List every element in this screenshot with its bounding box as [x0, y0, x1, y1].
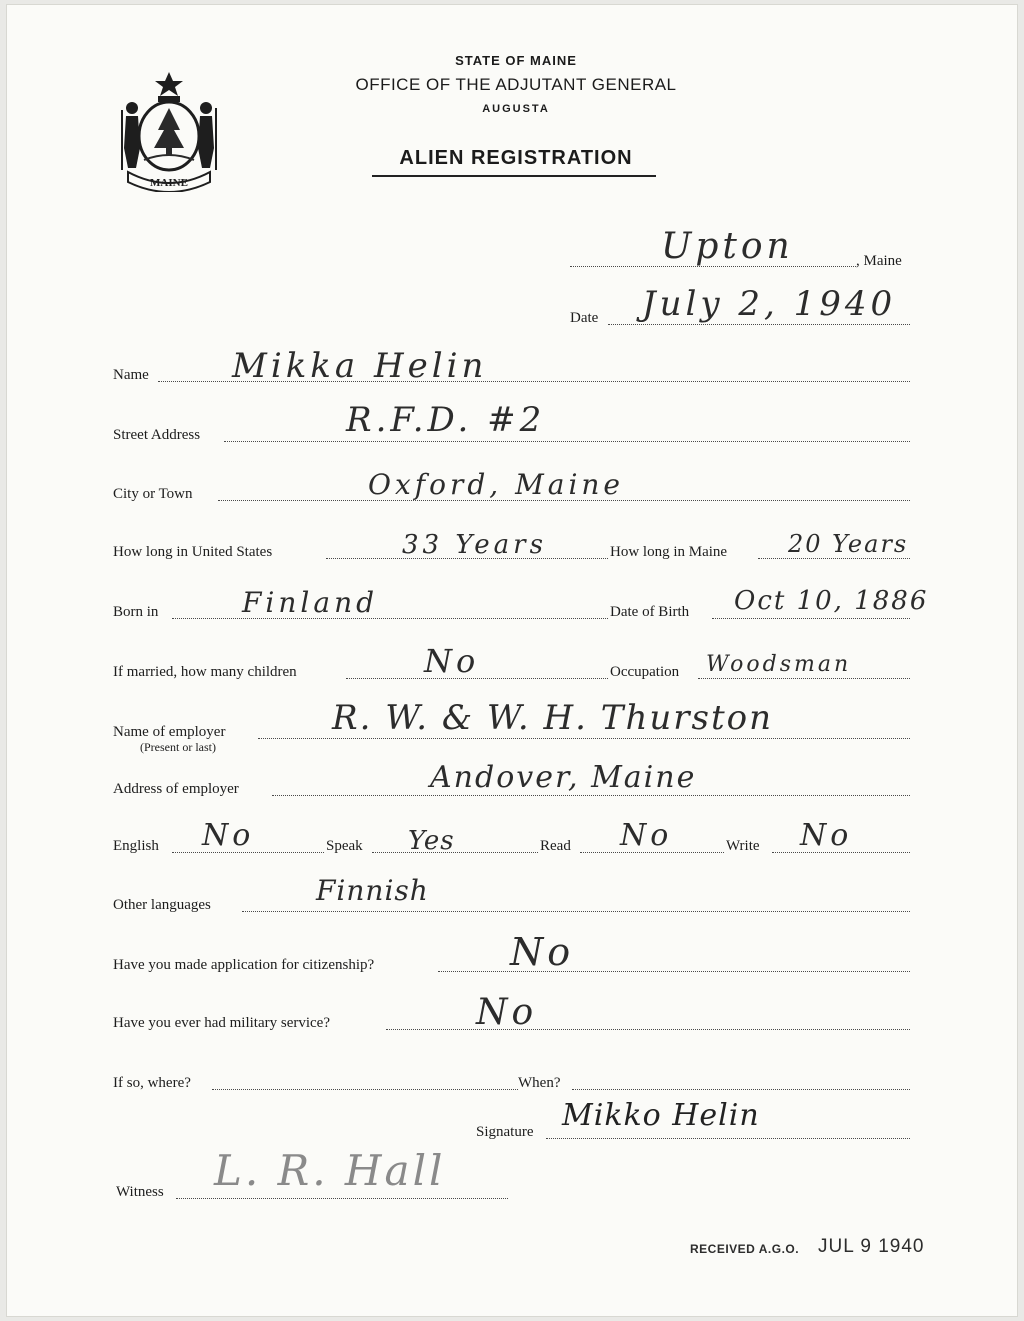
how-long-maine-line [758, 558, 910, 559]
office-heading: OFFICE OF THE ADJUTANT GENERAL [355, 75, 677, 94]
speak-line [372, 852, 538, 853]
svg-text:MAINE: MAINE [150, 177, 188, 189]
speak-label: Speak [326, 838, 363, 854]
born-in-line [172, 618, 608, 619]
born-in-value: Finland [242, 586, 379, 619]
street-value: R.F.D. #2 [346, 400, 546, 440]
other-languages-value: Finnish [316, 874, 429, 907]
children-value: No [424, 642, 480, 680]
military-value: No [476, 992, 538, 1033]
occupation-label: Occupation [610, 664, 680, 680]
name-label: Name [113, 367, 149, 383]
street-label: Street Address [113, 427, 201, 443]
date-value: July 2, 1940 [642, 284, 897, 324]
city-heading: AUGUSTA [482, 103, 550, 115]
speak-value: Yes [408, 826, 455, 856]
how-long-maine-label: How long in Maine [610, 544, 728, 560]
received-stamp: RECEIVED A.G.O. [690, 1242, 800, 1256]
registration-form [6, 4, 1018, 1317]
english-value: No [202, 818, 255, 853]
occupation-value: Woodsman [706, 652, 852, 677]
date-label: Date [570, 310, 599, 326]
where-label: If so, where? [113, 1075, 191, 1091]
witness-label: Witness [116, 1184, 164, 1200]
occupation-line [698, 678, 910, 679]
employer-address-line [272, 795, 910, 796]
born-in-label: Born in [113, 604, 159, 620]
witness-value: L. R. Hall [214, 1146, 446, 1195]
date-line [608, 324, 910, 325]
town-value: Upton [661, 226, 794, 267]
other-languages-line [242, 911, 910, 912]
witness-line [176, 1198, 508, 1199]
title-underline [372, 175, 656, 177]
how-long-us-label: How long in United States [113, 544, 273, 560]
state-heading: STATE OF MAINE [455, 53, 577, 68]
write-label: Write [726, 838, 760, 854]
when-line [572, 1089, 910, 1090]
city-label: City or Town [113, 486, 193, 502]
employer-label: Name of employer [113, 724, 226, 740]
page-title: ALIEN REGISTRATION [399, 147, 633, 169]
signature-label: Signature [476, 1124, 534, 1140]
signature-line [546, 1138, 910, 1139]
employer-address-label: Address of employer [113, 781, 239, 797]
name-value: Mikka Helin [232, 346, 488, 386]
read-label: Read [540, 838, 571, 854]
children-label: If married, how many children [113, 664, 297, 680]
other-languages-label: Other languages [113, 897, 211, 913]
city-value: Oxford, Maine [368, 468, 624, 501]
employer-address-value: Andover, Maine [430, 760, 697, 795]
military-line [386, 1029, 910, 1030]
citizenship-value: No [510, 930, 575, 974]
date-of-birth-value: Oct 10, 1886 [734, 586, 929, 616]
state-seal-icon [114, 68, 224, 192]
street-line [224, 441, 910, 442]
maine-label: , Maine [856, 253, 902, 269]
employer-line [258, 738, 910, 739]
write-value: No [800, 818, 853, 853]
citizenship-label: Have you made application for citizenship? [113, 957, 375, 973]
where-line [212, 1089, 518, 1090]
signature-value: Mikko Helin [562, 1098, 760, 1133]
read-value: No [620, 818, 673, 853]
employer-sub-label: (Present or last) [140, 740, 216, 754]
how-long-maine-value: 20 Years [788, 530, 909, 558]
english-label: English [113, 838, 159, 854]
date-of-birth-label: Date of Birth [610, 604, 690, 620]
received-date-stamp: JUL 9 1940 [818, 1236, 925, 1257]
when-label: When? [518, 1075, 561, 1091]
employer-value: R. W. & W. H. Thurston [332, 698, 773, 738]
how-long-us-value: 33 Years [402, 530, 547, 560]
date-of-birth-line [712, 618, 910, 619]
citizenship-line [438, 971, 910, 972]
military-label: Have you ever had military service? [113, 1015, 330, 1031]
